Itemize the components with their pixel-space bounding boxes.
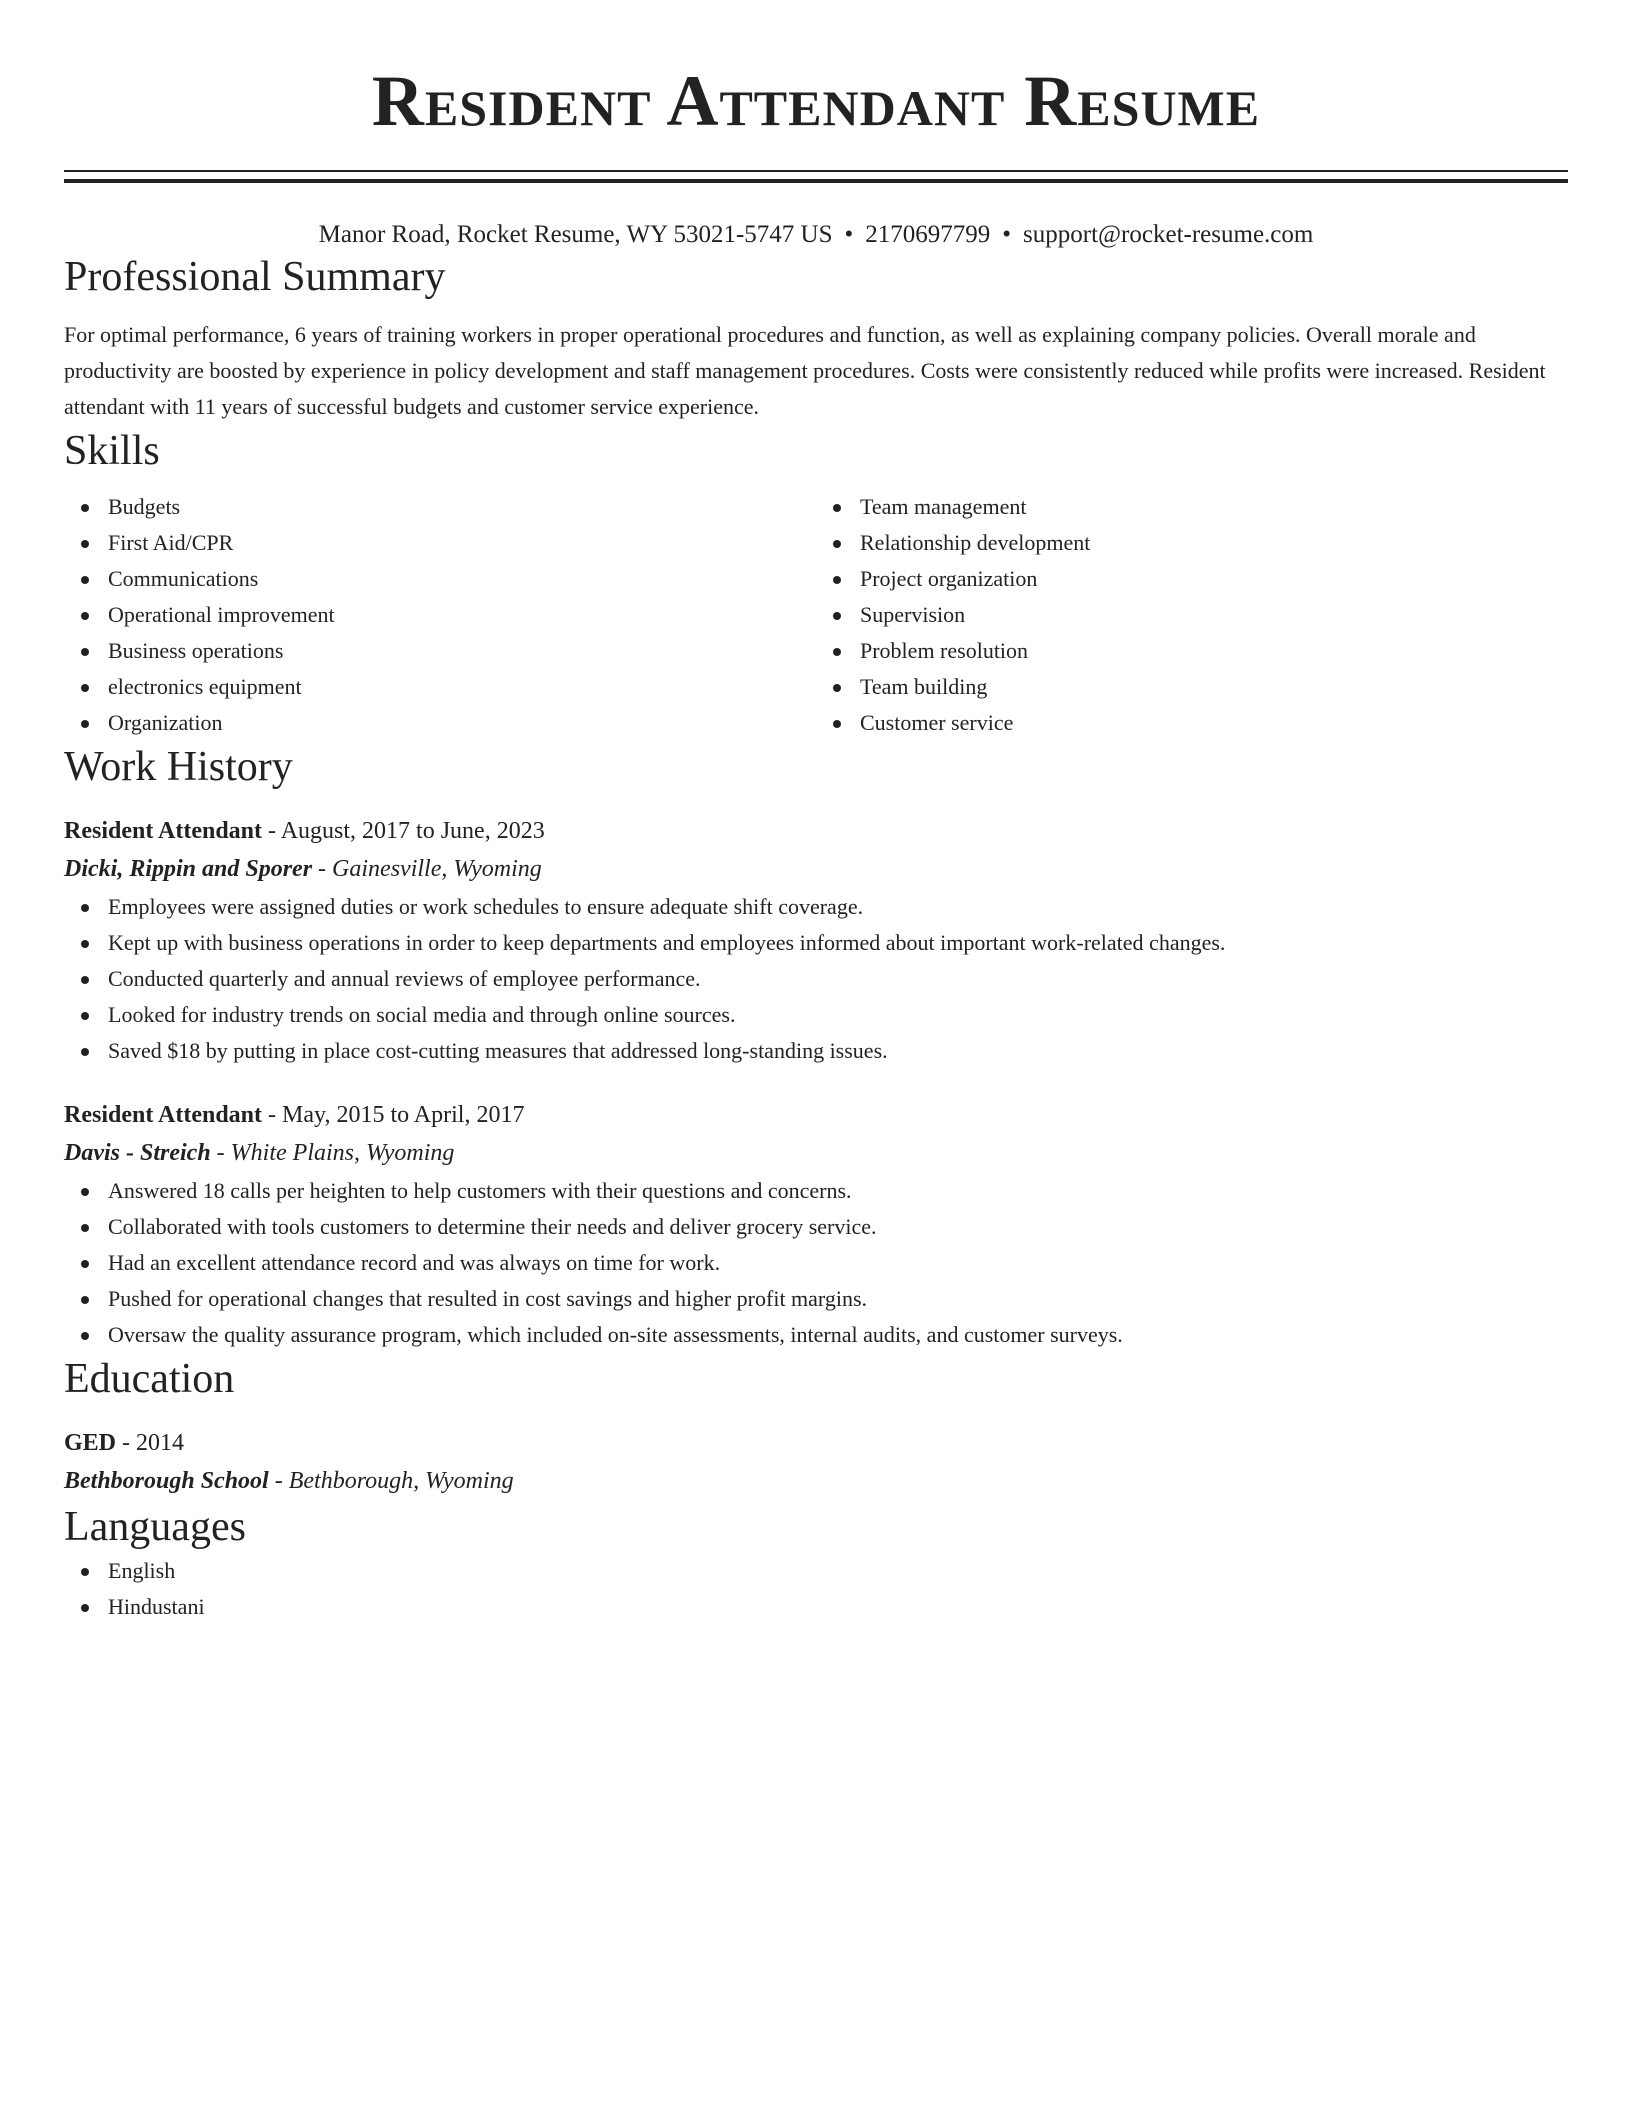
job-location: Gainesville, Wyoming <box>332 856 542 882</box>
job-bullet: Saved $18 by putting in place cost-cutting measures that addressed long-standing issues. <box>108 1033 1568 1069</box>
contact-separator: • <box>1002 221 1012 248</box>
language-item: Hindustani <box>108 1589 1568 1625</box>
job-title-line: Resident Attendant - May, 2015 to April, 2017 <box>64 1102 525 1128</box>
title-rule-thick <box>64 179 1568 183</box>
skill-item: Business operations <box>108 633 816 669</box>
contact-address: Manor Road, Rocket Resume, WY 53021-5747 US <box>318 221 833 248</box>
skills-list-left <box>64 489 816 741</box>
contact-separator: • <box>844 221 854 248</box>
job-location: White Plains, Wyoming <box>230 1140 455 1166</box>
job-dates: August, 2017 to June, 2023 <box>280 818 545 844</box>
skills-list-right <box>816 489 1568 741</box>
job-company: Dicki, Rippin and Sporer <box>64 856 313 882</box>
title-rule-thin <box>64 170 1568 172</box>
summary-heading: Professional Summary <box>64 254 446 300</box>
skill-item: Operational improvement <box>108 597 816 633</box>
job-bullet: Kept up with business operations in order to keep departments and employees informed about important work-related changes. <box>108 925 1568 961</box>
job-bullet: Looked for industry trends on social media and through online sources. <box>108 997 1568 1033</box>
job-title-line: Resident Attendant - August, 2017 to June, 2023 <box>64 818 545 844</box>
contact-line <box>64 219 1568 251</box>
job-dates: May, 2015 to April, 2017 <box>282 1102 525 1128</box>
languages-heading: Languages <box>64 1504 246 1550</box>
skill-item: Project organization <box>860 561 1568 597</box>
education-entry <box>64 1425 1568 1501</box>
skill-item: Team building <box>860 669 1568 705</box>
language-item: English <box>108 1553 1568 1589</box>
education-school: Bethborough School <box>64 1468 269 1494</box>
job-bullet: Conducted quarterly and annual reviews of employee performance. <box>108 961 1568 997</box>
summary-text: For optimal performance, 6 years of training workers in proper operational procedures and function, as well as explaining company policies. Overall morale and productivity are boosted by experience in policy development and staff management procedures. Costs were consistently reduced while profits were increased. Resident attendant with 11 years of successful budgets and customer service experience. <box>64 322 1546 419</box>
job-bullet: Oversaw the quality assurance program, which included on-site assessments, internal audits, and customer surveys. <box>108 1317 1568 1353</box>
job-bullet: Answered 18 calls per heighten to help customers with their questions and concerns. <box>108 1173 1568 1209</box>
skill-item: electronics equipment <box>108 669 816 705</box>
skill-item: First Aid/CPR <box>108 525 816 561</box>
education-school-line: Bethborough School - Bethborough, Wyoming <box>64 1468 514 1494</box>
skill-item: Customer service <box>860 705 1568 741</box>
education-degree: GED <box>64 1430 117 1456</box>
job-company-line: Dicki, Rippin and Sporer - Gainesville, Wyoming <box>64 856 542 882</box>
contact-phone: 2170697799 <box>865 221 991 248</box>
job-bullet: Pushed for operational changes that resulted in cost savings and higher profit margins. <box>108 1281 1568 1317</box>
job-company-line: Davis - Streich - White Plains, Wyoming <box>64 1140 455 1166</box>
languages-list <box>64 1553 1568 1625</box>
job-company: Davis - Streich <box>64 1140 211 1166</box>
skills-columns <box>64 489 1568 741</box>
job-bullets <box>64 889 1568 1069</box>
contact-email: support@rocket-resume.com <box>1023 221 1314 248</box>
job-bullet: Collaborated with tools customers to determine their needs and deliver grocery service. <box>108 1209 1568 1245</box>
skill-item: Communications <box>108 561 816 597</box>
skill-item: Team management <box>860 489 1568 525</box>
job-bullet: Had an excellent attendance record and was always on time for work. <box>108 1245 1568 1281</box>
job-entry <box>64 813 1568 1069</box>
education-heading: Education <box>64 1356 235 1402</box>
education-year: 2014 <box>136 1430 185 1456</box>
job-bullet: Employees were assigned duties or work schedules to ensure adequate shift coverage. <box>108 889 1568 925</box>
job-role: Resident Attendant <box>64 818 263 844</box>
job-role: Resident Attendant <box>64 1102 263 1128</box>
skill-item: Supervision <box>860 597 1568 633</box>
job-bullets <box>64 1173 1568 1353</box>
education-degree-line: GED - 2014 <box>64 1430 185 1456</box>
skill-item: Problem resolution <box>860 633 1568 669</box>
education-location: Bethborough, Wyoming <box>288 1468 514 1494</box>
work-history-heading: Work History <box>64 744 293 790</box>
resume-title: Resident Attendant Resume <box>371 61 1261 141</box>
skill-item: Relationship development <box>860 525 1568 561</box>
skills-heading: Skills <box>64 428 160 474</box>
skill-item: Budgets <box>108 489 816 525</box>
skill-item: Organization <box>108 705 816 741</box>
job-entry <box>64 1097 1568 1353</box>
